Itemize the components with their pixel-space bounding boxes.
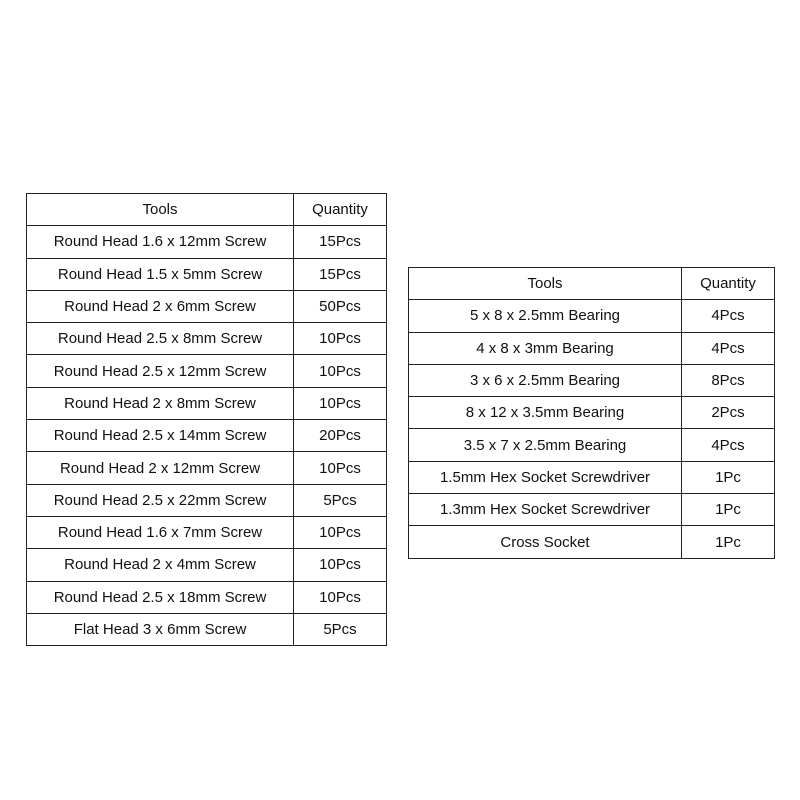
table-row — [27, 581, 387, 613]
quantity-cell: 8Pcs — [682, 364, 775, 396]
tool-name-cell: 1.5mm Hex Socket Screwdriver — [409, 461, 682, 493]
tool-name-cell: Round Head 2.5 x 8mm Screw — [27, 323, 294, 355]
table-row — [27, 516, 387, 548]
quantity-cell: 1Pc — [682, 494, 775, 526]
quantity-cell: 4Pcs — [682, 300, 775, 332]
tool-name-cell: 1.3mm Hex Socket Screwdriver — [409, 494, 682, 526]
tool-name-cell: Round Head 1.5 x 5mm Screw — [27, 258, 294, 290]
table-row — [27, 549, 387, 581]
screws-table — [26, 193, 387, 646]
quantity-cell: 5Pcs — [294, 484, 387, 516]
quantity-cell: 2Pcs — [682, 397, 775, 429]
tool-name-cell: Round Head 2 x 12mm Screw — [27, 452, 294, 484]
quantity-cell: 20Pcs — [294, 420, 387, 452]
quantity-cell: 5Pcs — [294, 613, 387, 645]
quantity-cell: 10Pcs — [294, 387, 387, 419]
quantity-cell: 10Pcs — [294, 549, 387, 581]
table-row — [409, 461, 775, 493]
quantity-column-header: Quantity — [294, 194, 387, 226]
table-row — [409, 494, 775, 526]
table-header-row — [27, 194, 387, 226]
tool-name-cell: Cross Socket — [409, 526, 682, 558]
table-row — [27, 258, 387, 290]
quantity-cell: 10Pcs — [294, 516, 387, 548]
table-row — [27, 387, 387, 419]
table-row — [27, 290, 387, 322]
table-row — [409, 397, 775, 429]
tool-name-cell: Round Head 2.5 x 14mm Screw — [27, 420, 294, 452]
tool-name-cell: 4 x 8 x 3mm Bearing — [409, 332, 682, 364]
table-row — [27, 613, 387, 645]
tool-name-cell: Round Head 2.5 x 22mm Screw — [27, 484, 294, 516]
quantity-cell: 1Pc — [682, 526, 775, 558]
quantity-cell: 4Pcs — [682, 429, 775, 461]
quantity-cell: 15Pcs — [294, 226, 387, 258]
table-row — [409, 364, 775, 396]
table-row — [27, 323, 387, 355]
tool-name-cell: 3 x 6 x 2.5mm Bearing — [409, 364, 682, 396]
tool-name-cell: Round Head 2.5 x 18mm Screw — [27, 581, 294, 613]
quantity-cell: 1Pc — [682, 461, 775, 493]
tool-name-cell: Round Head 2 x 6mm Screw — [27, 290, 294, 322]
quantity-cell: 10Pcs — [294, 581, 387, 613]
quantity-cell: 10Pcs — [294, 355, 387, 387]
quantity-cell: 50Pcs — [294, 290, 387, 322]
quantity-cell: 4Pcs — [682, 332, 775, 364]
tool-name-cell: Round Head 2 x 4mm Screw — [27, 549, 294, 581]
table-header-row — [409, 268, 775, 300]
table-row — [27, 484, 387, 516]
table-row — [27, 226, 387, 258]
tool-name-cell: Flat Head 3 x 6mm Screw — [27, 613, 294, 645]
quantity-cell: 10Pcs — [294, 452, 387, 484]
tool-name-cell: Round Head 1.6 x 12mm Screw — [27, 226, 294, 258]
table-row — [409, 526, 775, 558]
tool-name-cell: 3.5 x 7 x 2.5mm Bearing — [409, 429, 682, 461]
table-row — [27, 355, 387, 387]
tool-name-cell: Round Head 1.6 x 7mm Screw — [27, 516, 294, 548]
table-row — [409, 332, 775, 364]
quantity-cell: 10Pcs — [294, 323, 387, 355]
quantity-cell: 15Pcs — [294, 258, 387, 290]
bearings-table — [408, 267, 775, 559]
table-row — [27, 420, 387, 452]
tools-column-header: Tools — [409, 268, 682, 300]
quantity-column-header: Quantity — [682, 268, 775, 300]
table-row — [409, 429, 775, 461]
table-row — [409, 300, 775, 332]
tool-name-cell: 8 x 12 x 3.5mm Bearing — [409, 397, 682, 429]
tool-name-cell: Round Head 2 x 8mm Screw — [27, 387, 294, 419]
tools-column-header: Tools — [27, 194, 294, 226]
tool-name-cell: 5 x 8 x 2.5mm Bearing — [409, 300, 682, 332]
table-row — [27, 452, 387, 484]
tool-name-cell: Round Head 2.5 x 12mm Screw — [27, 355, 294, 387]
